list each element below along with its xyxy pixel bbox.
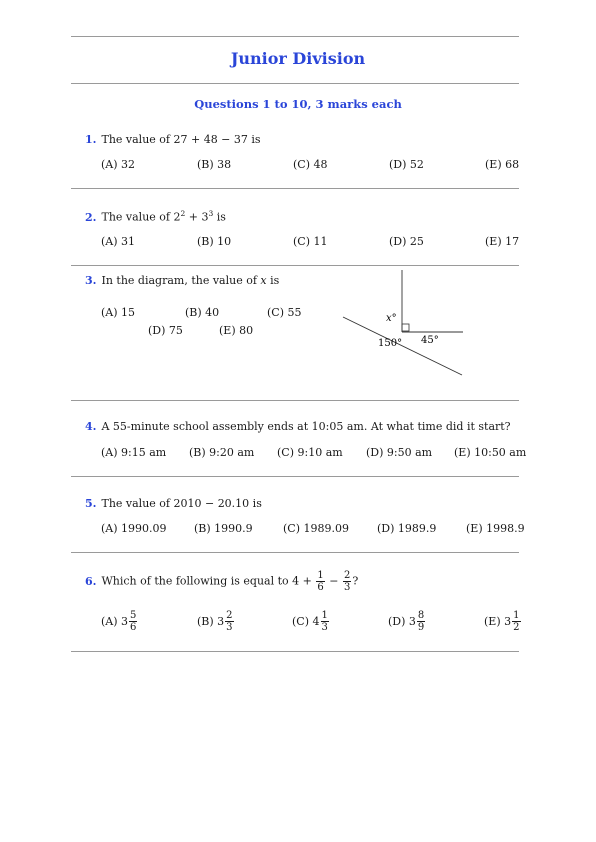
question-5-stem [85,497,262,510]
divider [71,188,519,189]
transversal-line [343,317,462,375]
option-fraction: $\frac{5}{6}$ [130,610,137,633]
question-6-option-b: (B) 3 $\frac{2}{3}$ [197,610,233,633]
right-angle-marker [402,324,409,331]
question-5-option-b: (B) 1990.9 [194,522,253,535]
section-subtitle: Questions 1 to 10, 3 marks each [194,97,402,111]
question-number: 6. [85,574,97,588]
question-text-suffix: is [266,274,280,287]
question-5-option-c: (C) 1989.09 [283,522,349,535]
question-number: 1. [85,133,97,146]
angle-label-x: x° [386,313,397,324]
question-5-option-d: (D) 1989.9 [377,522,437,535]
question-4-option-d: (D) 9:50 am [366,446,433,459]
question-number: 5. [85,497,97,510]
question-6-option-d: (D) 3 $\frac{8}{9}$ [388,610,425,633]
question-2-option-a: (A) 31 [101,235,136,248]
question-5-option-e: (E) 1998.9 [466,522,525,535]
question-1-stem [85,133,261,146]
question-3-option-e: (E) 80 [219,324,254,337]
question-text-mid: + 3 [185,210,209,224]
question-3-option-a: (A) 15 [101,306,136,319]
question-6-option-e: (E) 3 $\frac{1}{2}$ [484,610,520,633]
question-number: 4. [85,420,97,433]
question-2-option-b: (B) 10 [197,235,232,248]
question-3-option-b: (B) 40 [185,306,220,319]
fraction-two-thirds: $\frac{2}{3}$ [343,570,351,593]
top-rule [71,36,519,37]
question-text-prefix: The value of 2 [101,210,181,224]
angle-label-45: 45° [421,335,439,346]
question-3-stem [85,274,279,287]
question-2-option-d: (D) 25 [389,235,424,248]
bottom-rule [71,651,519,652]
question-1-option-c: (C) 48 [293,158,328,171]
exponent: 3 [208,209,214,218]
page-title: Junior Division [230,49,366,68]
question-4-stem [85,420,511,433]
option-fraction: $\frac{1}{2}$ [513,610,520,633]
question-text-suffix: is [213,210,226,224]
question-1-option-d: (D) 52 [389,158,424,171]
question-text-prefix: In the diagram, the value of [101,274,261,287]
question-6-option-c: (C) 4 $\frac{1}{3}$ [292,610,328,633]
question-text: The value of 2010 − 20.10 is [101,497,262,510]
angle-diagram [330,262,480,387]
fraction-one-sixth: $\frac{1}{6}$ [317,570,324,593]
question-4-option-c: (C) 9:10 am [277,446,343,459]
question-2-option-e: (E) 17 [485,235,520,248]
option-fraction: $\frac{8}{9}$ [417,610,425,633]
question-1-option-a: (A) 32 [101,158,136,171]
divider [71,552,519,553]
question-4-option-b: (B) 9:20 am [189,446,255,459]
angle-label-150: 150° [378,338,403,349]
option-fraction: $\frac{1}{3}$ [321,610,328,633]
question-4-option-e: (E) 10:50 am [454,446,527,459]
question-1-option-e: (E) 68 [485,158,520,171]
question-text-prefix: Which of the following is equal to 4 + [101,574,312,588]
divider [71,476,519,477]
question-number: 2. [85,210,97,224]
question-6-stem [85,570,358,593]
question-2-stem [85,209,226,224]
option-fraction: $\frac{2}{3}$ [226,610,233,633]
variable-x: x [260,274,267,287]
question-text: The value of 27 + 48 − 37 is [101,133,261,146]
minus-sign: − [329,574,339,588]
question-5-option-a: (A) 1990.09 [101,522,167,535]
question-3-option-c: (C) 55 [267,306,302,319]
question-1-option-b: (B) 38 [197,158,232,171]
question-4-option-a: (A) 9:15 am [101,446,167,459]
divider [71,400,519,401]
question-6-option-a: (A) 3 $\frac{5}{6}$ [101,610,137,633]
question-text: A 55-minute school assembly ends at 10:05 am. At what time did it start? [101,420,511,433]
question-number: 3. [85,274,97,287]
question-2-option-c: (C) 11 [293,235,328,248]
exponent: 2 [180,209,186,218]
question-text-suffix: ? [352,574,359,588]
title-rule [71,83,519,84]
question-3-option-d: (D) 75 [148,324,183,337]
